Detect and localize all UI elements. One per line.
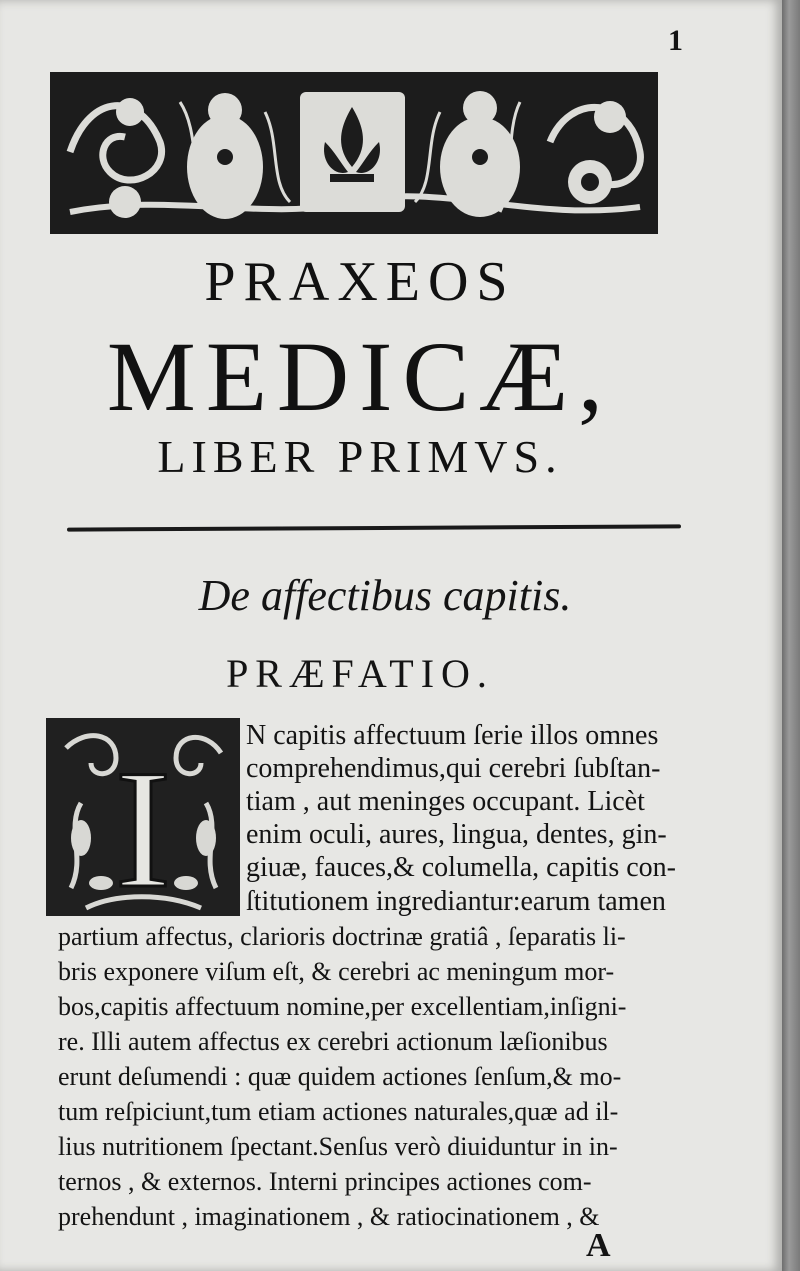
title-line-medicae: MEDICÆ,	[106, 321, 614, 432]
page-number: 1	[668, 24, 683, 57]
body-line: N capitis affectuum ſerie illos omnes	[246, 720, 659, 751]
body-line: bos,capitis affectuum nomine,per excellentiam,inſigni-	[58, 992, 627, 1021]
body-line: giuæ, fauces,& columella, capitis con-	[246, 852, 676, 883]
initial-letter: I	[114, 735, 172, 916]
body-line: ſtitutionem ingrediantur:earum tamen	[246, 886, 666, 917]
body-line: prehendunt , imaginationem , & ratiocinationem , &	[58, 1202, 600, 1231]
body-line: lius nutritionem ſpectant.Senſus verò diuiduntur in in-	[58, 1132, 618, 1161]
catchword-signature: A	[586, 1227, 611, 1264]
title-rule-divider	[67, 524, 681, 531]
title-line-praxeos: PRAXEOS	[204, 251, 516, 313]
body-line: tum reſpiciunt,tum etiam actiones naturales,quæ ad il-	[58, 1097, 619, 1126]
page-edge-shadow	[782, 0, 800, 1271]
body-line: ternos , & externos. Interni principes actiones com-	[58, 1167, 592, 1196]
body-line: bris exponere viſum eſt, & cerebri ac meningum mor-	[58, 957, 615, 986]
title-line-liber-primus: LIBER PRIMVS.	[157, 431, 563, 482]
decorated-initial-letter-icon	[46, 718, 240, 916]
body-line: comprehendimus,qui cerebri ſubſtan-	[246, 753, 661, 784]
ornamental-woodcut-headpiece-icon	[50, 72, 658, 234]
body-line: erunt deſumendi : quæ quidem actiones ſenſum,& mo-	[58, 1062, 622, 1091]
body-line: enim oculi, aures, lingua, dentes, gin-	[246, 819, 667, 850]
body-line: tiam , aut meninges occupant. Licèt	[246, 786, 645, 817]
body-line: re. Illi autem affectus ex cerebri actionum læſionibus	[58, 1027, 608, 1056]
body-line: partium affectus, clarioris doctrinæ gratiâ , ſeparatis li-	[58, 922, 626, 951]
section-heading: PRÆFATIO.	[226, 651, 494, 696]
chapter-subtitle: De affectibus capitis.	[198, 571, 572, 620]
